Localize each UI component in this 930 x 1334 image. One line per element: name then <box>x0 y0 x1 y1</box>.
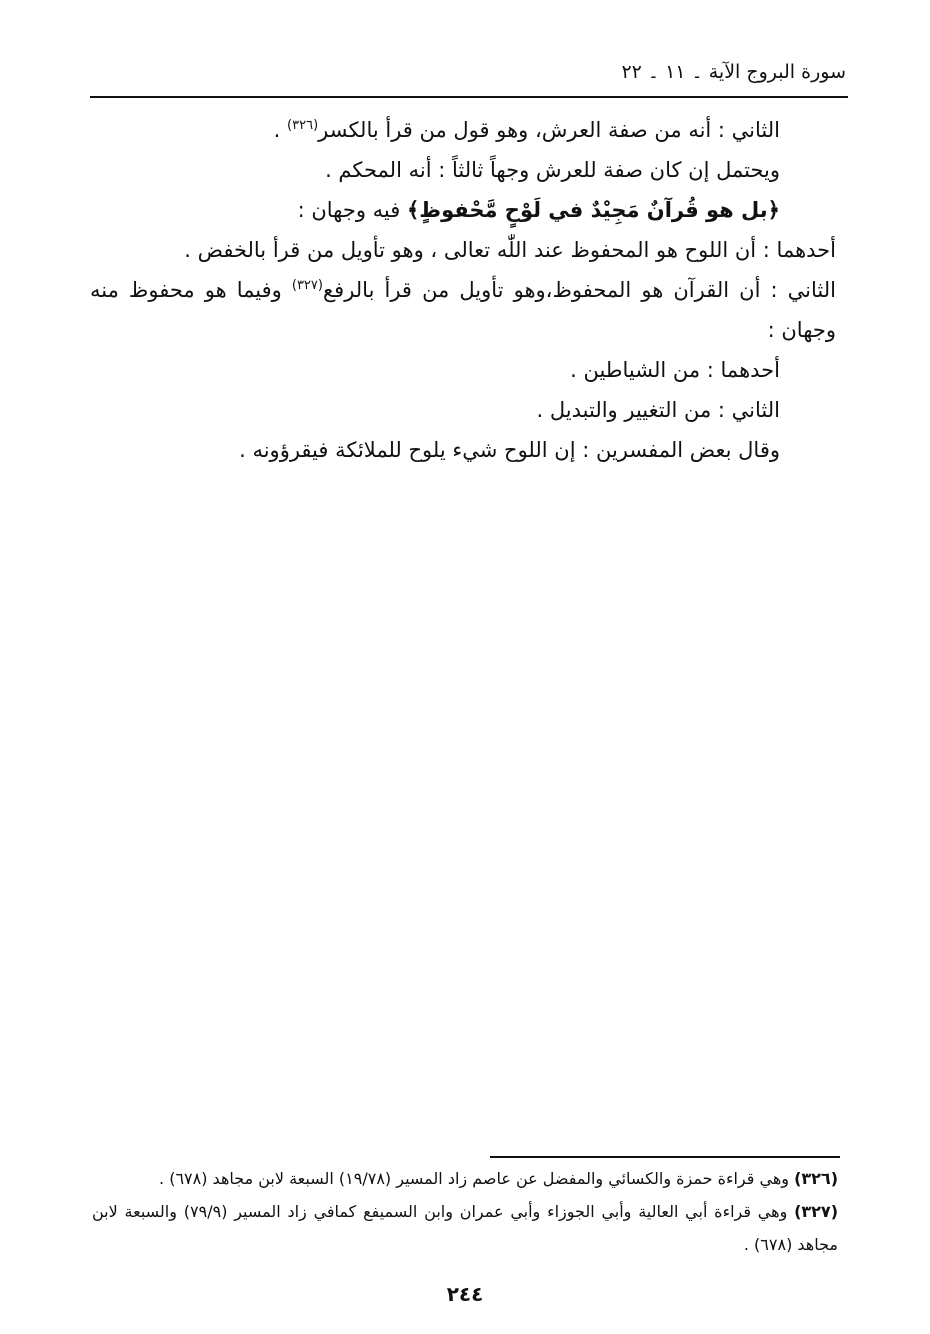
paragraph <box>90 430 780 470</box>
paragraph-text: وقال بعض المفسرين : إن اللوح شيء يلوح للملائكة فيقرؤونه . <box>239 438 780 462</box>
footnote-text: وهي قراءة أبي العالية وأبي الجوزاء وأبي عمران وابن السميفع كمافي زاد المسير (٧٩/٩) والسبعة لابن مجاهد (٦٧٨) . <box>92 1202 838 1254</box>
footnote <box>92 1162 838 1195</box>
footnotes <box>92 1162 838 1261</box>
paragraph-tail: فيه وجهان : <box>297 198 407 222</box>
paragraph <box>90 270 836 350</box>
paragraph <box>90 350 780 390</box>
footnote-number: (٣٢٧) <box>794 1202 838 1221</box>
paragraph-tail: وفيما هو محفوظ منه وجهان : <box>90 278 836 342</box>
verse-paragraph <box>90 190 780 230</box>
footnote-reference: (٣٢٦) <box>287 118 319 133</box>
footnote-text: وهي قراءة حمزة والكسائي والمفضل عن عاصم زاد المسير (١٩/٧٨) السبعة لابن مجاهد (٦٧٨) . <box>159 1169 795 1188</box>
paragraph <box>90 230 836 270</box>
paragraph-text: أحدهما : من الشياطين . <box>570 358 780 382</box>
header-divider <box>90 96 848 98</box>
footnote-reference: (٣٢٧) <box>291 278 323 293</box>
paragraph-text: ويحتمل إن كان صفة للعرش وجهاً ثالثاً : أنه المحكم . <box>325 158 780 182</box>
quran-verse: ﴿بل هو قُرآنٌ مَجِيْدٌ في لَوْحٍ مَّحْفوظٍ﴾ <box>406 198 780 222</box>
paragraph <box>90 390 780 430</box>
page-number: ٢٤٤ <box>446 1282 484 1306</box>
paragraph-text: أحدهما : أن اللوح هو المحفوظ عند اللّٰه تعالى ، وهو تأويل من قرأ بالخفض . <box>184 238 836 262</box>
paragraph-tail: . <box>273 118 288 142</box>
footnote <box>92 1195 838 1261</box>
running-header: سورة البروج الآية ۔ ۱۱ ۔ ۲۲ <box>621 61 846 83</box>
footnote-number: (٣٢٦) <box>794 1169 838 1188</box>
paragraph-text: الثاني : أن القرآن هو المحفوظ،وهو تأويل من قرأ بالرفع <box>322 278 836 302</box>
paragraph <box>90 150 780 190</box>
footnote-divider <box>490 1156 840 1158</box>
paragraph-text: الثاني : أنه من صفة العرش، وهو قول من قرأ بالكسر <box>318 118 780 142</box>
paragraph <box>90 110 780 150</box>
paragraph-text: الثاني : من التغيير والتبديل . <box>536 398 780 422</box>
main-text <box>90 110 836 470</box>
